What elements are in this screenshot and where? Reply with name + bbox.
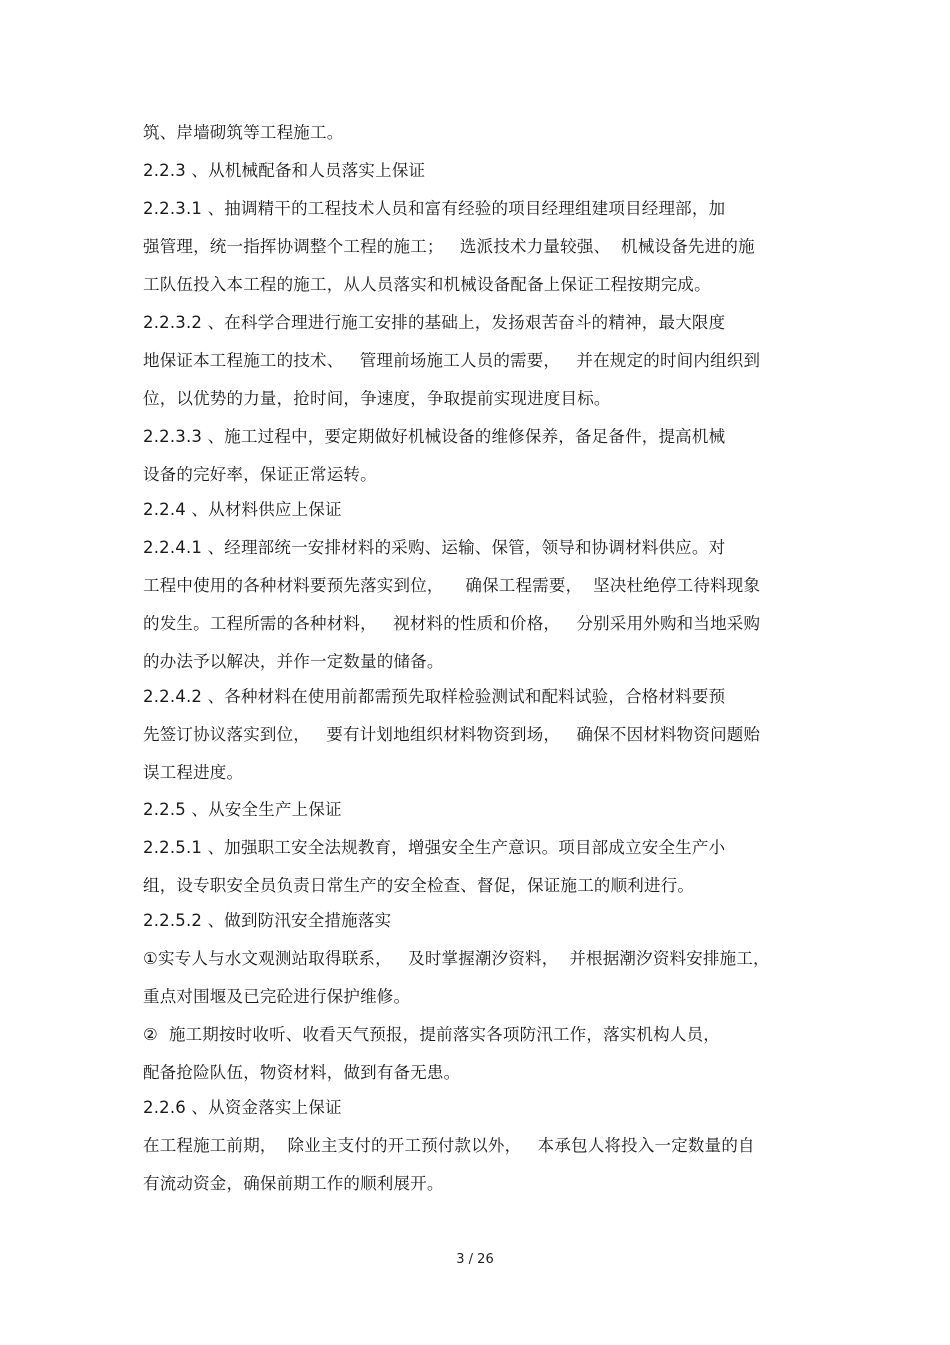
text-line: 2.2.3.2 、在科学合理进行施工安排的基础上，发扬艰苦奋斗的精神，最大限度 [143, 313, 726, 332]
text-line: 位，以优势的力量，抢时间，争速度，争取提前实现进度目标。 [143, 389, 611, 408]
text-line: 2.2.5.2 、做到防汛安全措施落实 [143, 911, 392, 930]
text-line: 重点对围堰及已完砼进行保护维修。 [143, 987, 411, 1006]
text-line: 2.2.3.1 、抽调精干的工程技术人员和富有经验的项目经理组建项目经理部，加 [143, 199, 726, 218]
section-heading: 2.2.6 、从资金落实上保证 [143, 1098, 342, 1117]
text-line: 在工程施工前期， 除业主支付的开工预付款以外， 本承包人将投入一定数量的自 [143, 1136, 755, 1155]
text-line: 工队伍投入本工程的施工，从人员落实和机械设备配备上保证工程按期完成。 [143, 275, 711, 294]
text-line: 2.2.5.1 、加强职工安全法规教育，增强安全生产意识。项目部成立安全生产小 [143, 838, 726, 857]
section-heading: 2.2.5 、从安全生产上保证 [143, 800, 342, 819]
text-line: 误工程进度。 [143, 763, 244, 782]
text-line: 配备抢险队伍，物资材料，做到有备无患。 [143, 1063, 461, 1082]
text-line: 有流动资金，确保前期工作的顺利展开。 [143, 1174, 444, 1193]
text-line: 2.2.4.1 、经理部统一安排材料的采购、运输、保管，领导和协调材料供应。对 [143, 538, 726, 557]
text-line: 先签订协议落实到位， 要有计划地组织材料物资到场， 确保不因材料物资问题贻 [143, 725, 761, 744]
text-line: 筑、岸墙砌筑等工程施工。 [143, 123, 344, 142]
text-line: ①实专人与水文观测站取得联系， 及时掌握潮汐资料， 并根据潮汐资料安排施工， [143, 949, 770, 968]
text-line: 的发生。工程所需的各种材料， 视材料的性质和价格， 分别采用外购和当地采购 [143, 614, 761, 633]
section-heading: 2.2.3 、从机械配备和人员落实上保证 [143, 161, 426, 180]
text-line: 地保证本工程施工的技术、 管理前场施工人员的需要， 并在规定的时间内组织到 [143, 351, 761, 370]
page-number: 3 / 26 [456, 1252, 494, 1267]
text-line: 2.2.3.3 、施工过程中，要定期做好机械设备的维修保养，备足备件，提高机械 [143, 427, 726, 446]
text-line: 强管理，统一指挥协调整个工程的施工； 选派技术力量较强、 机械设备先进的施 [143, 237, 755, 256]
text-line: ② 施工期按时收听、收看天气预报，提前落实各项防汛工作，落实机构人员， [143, 1025, 720, 1044]
text-line: 组，设专职安全员负责日常生产的安全检查、督促，保证施工的顺利进行。 [143, 876, 695, 895]
section-heading: 2.2.4 、从材料供应上保证 [143, 500, 342, 519]
text-line: 的办法予以解决，并作一定数量的储备。 [143, 652, 444, 671]
text-line: 2.2.4.2 、各种材料在使用前都需预先取样检验测试和配料试验，合格材料要预 [143, 687, 726, 706]
text-line: 工程中使用的各种材料要预先落实到位， 确保工程需要， 坚决杜绝停工待料现象 [143, 576, 761, 595]
text-line: 设备的完好率，保证正常运转。 [143, 465, 377, 484]
